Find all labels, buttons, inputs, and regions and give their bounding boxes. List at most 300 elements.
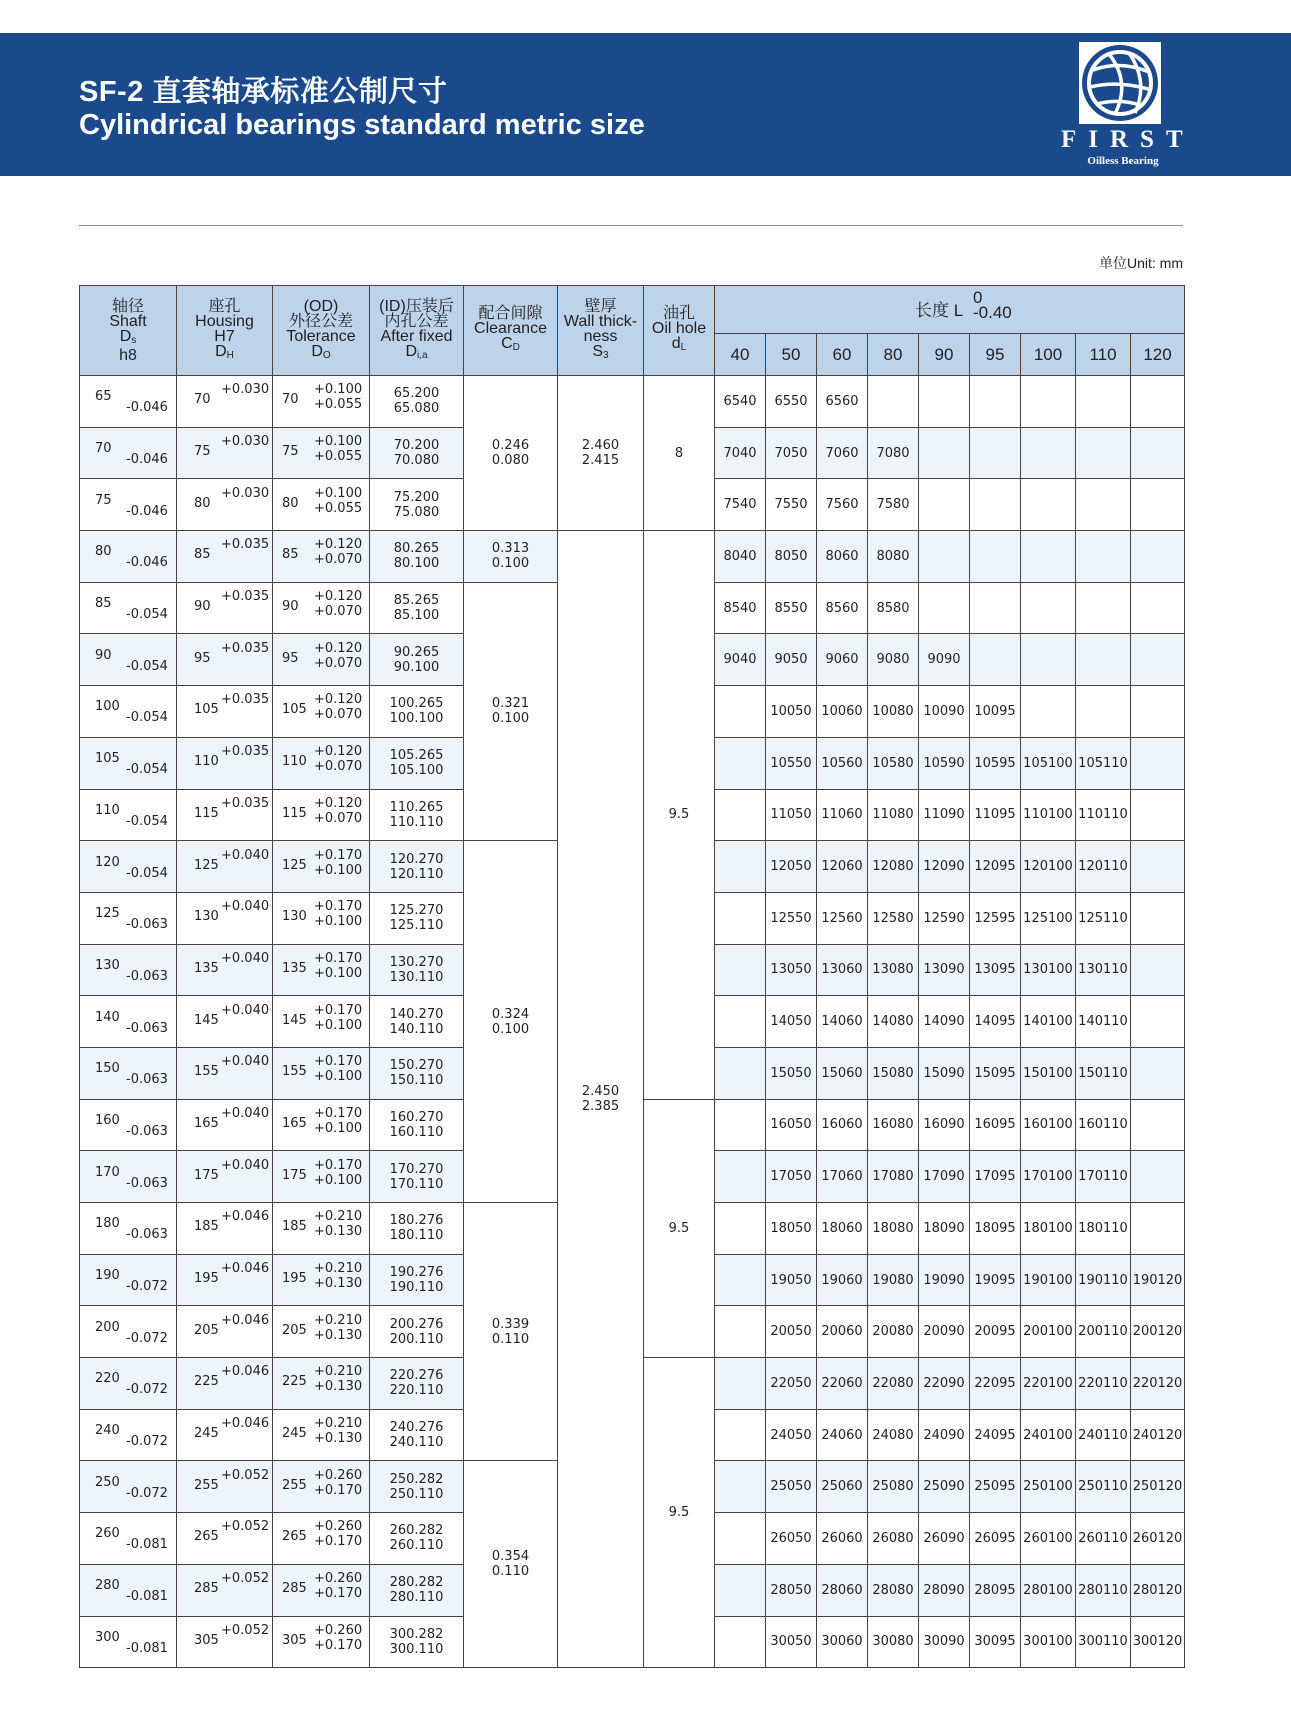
part-number-cell: 16050	[766, 1099, 817, 1151]
part-number-cell: 18095	[970, 1203, 1021, 1255]
shaft-cell: 70 -0.046	[80, 427, 177, 479]
part-number-cell: 11060	[817, 789, 868, 841]
part-number-cell	[1131, 841, 1185, 893]
od-tolerance-cell: 265 +0.260 +0.170	[273, 1513, 370, 1565]
part-number-cell: 26080	[868, 1513, 919, 1565]
part-number-cell: 30090	[919, 1616, 970, 1668]
divider	[79, 225, 1183, 226]
id-after-fixed-cell: 240.276 240.110	[370, 1409, 464, 1461]
part-number-cell: 300120	[1131, 1616, 1185, 1668]
part-number-cell: 14095	[970, 996, 1021, 1048]
part-number-cell: 26090	[919, 1513, 970, 1565]
od-tolerance-cell: 205 +0.210 +0.130	[273, 1306, 370, 1358]
shaft-cell: 150 -0.063	[80, 1047, 177, 1099]
clearance-cell: 0.246 0.080	[464, 376, 558, 531]
shaft-cell: 65 -0.046	[80, 376, 177, 428]
part-number-cell: 26060	[817, 1513, 868, 1565]
housing-cell: 265 +0.052	[177, 1513, 273, 1565]
part-number-cell: 8580	[868, 582, 919, 634]
part-number-cell: 12050	[766, 841, 817, 893]
id-after-fixed-cell: 105.265 105.100	[370, 737, 464, 789]
id-after-fixed-cell: 300.282 300.110	[370, 1616, 464, 1668]
oil-hole-cell: 9.5	[644, 1358, 715, 1668]
part-number-cell: 260110	[1076, 1513, 1131, 1565]
part-number-cell: 12550	[766, 892, 817, 944]
part-number-cell: 17060	[817, 1151, 868, 1203]
part-number-cell: 6540	[715, 376, 766, 428]
housing-cell: 135 +0.040	[177, 944, 273, 996]
part-number-cell	[919, 376, 970, 428]
part-number-cell: 17095	[970, 1151, 1021, 1203]
part-number-cell	[715, 1306, 766, 1358]
part-number-cell	[1131, 892, 1185, 944]
od-tolerance-cell: 195 +0.210 +0.130	[273, 1254, 370, 1306]
shaft-cell: 140 -0.063	[80, 996, 177, 1048]
part-number-cell	[715, 1047, 766, 1099]
part-number-cell: 11080	[868, 789, 919, 841]
part-number-cell	[1021, 686, 1076, 738]
part-number-cell: 180110	[1076, 1203, 1131, 1255]
od-tolerance-cell: 90 +0.120 +0.070	[273, 582, 370, 634]
part-number-cell	[868, 376, 919, 428]
part-number-cell: 8050	[766, 531, 817, 583]
part-number-cell: 8560	[817, 582, 868, 634]
od-tolerance-cell: 105 +0.120 +0.070	[273, 686, 370, 738]
header-clearance: 配合间隙 Clearance $C_D$	[464, 286, 558, 376]
clearance-cell: 0.339 0.110	[464, 1203, 558, 1461]
id-after-fixed-cell: 110.265 110.110	[370, 789, 464, 841]
part-number-cell: 160110	[1076, 1099, 1131, 1151]
part-number-cell: 24090	[919, 1409, 970, 1461]
part-number-cell: 220110	[1076, 1358, 1131, 1410]
brand-name: FIRST	[1061, 126, 1195, 153]
part-number-cell: 105110	[1076, 737, 1131, 789]
part-number-cell	[970, 376, 1021, 428]
part-number-cell: 17080	[868, 1151, 919, 1203]
part-number-cell: 130110	[1076, 944, 1131, 996]
part-number-cell	[919, 531, 970, 583]
od-tolerance-cell: 145 +0.170 +0.100	[273, 996, 370, 1048]
part-number-cell	[1131, 789, 1185, 841]
part-number-cell: 12580	[868, 892, 919, 944]
part-number-cell: 10590	[919, 737, 970, 789]
housing-cell: 175 +0.040	[177, 1151, 273, 1203]
part-number-cell: 28090	[919, 1564, 970, 1616]
shaft-cell: 90 -0.054	[80, 634, 177, 686]
part-number-cell: 7580	[868, 479, 919, 531]
part-number-cell: 15090	[919, 1047, 970, 1099]
part-number-cell: 10060	[817, 686, 868, 738]
id-after-fixed-cell: 75.200 75.080	[370, 479, 464, 531]
id-after-fixed-cell: 100.265 100.100	[370, 686, 464, 738]
part-number-cell: 24080	[868, 1409, 919, 1461]
part-number-cell: 140100	[1021, 996, 1076, 1048]
id-after-fixed-cell: 190.276 190.110	[370, 1254, 464, 1306]
shaft-cell: 190 -0.072	[80, 1254, 177, 1306]
part-number-cell	[1131, 634, 1185, 686]
part-number-cell: 260120	[1131, 1513, 1185, 1565]
part-number-cell: 250110	[1076, 1461, 1131, 1513]
part-number-cell: 260100	[1021, 1513, 1076, 1565]
part-number-cell: 30080	[868, 1616, 919, 1668]
part-number-cell: 20090	[919, 1306, 970, 1358]
globe-logo-icon	[1079, 42, 1161, 124]
part-number-cell: 240100	[1021, 1409, 1076, 1461]
part-number-cell: 14080	[868, 996, 919, 1048]
id-after-fixed-cell: 65.200 65.080	[370, 376, 464, 428]
part-number-cell: 20050	[766, 1306, 817, 1358]
housing-cell: 195 +0.046	[177, 1254, 273, 1306]
od-tolerance-cell: 165 +0.170 +0.100	[273, 1099, 370, 1151]
part-number-cell	[1076, 686, 1131, 738]
id-after-fixed-cell: 85.265 85.100	[370, 582, 464, 634]
part-number-cell: 10560	[817, 737, 868, 789]
part-number-cell: 10595	[970, 737, 1021, 789]
part-number-cell: 7050	[766, 427, 817, 479]
page-title-cn: SF-2 直套轴承标准公制尺寸	[79, 76, 448, 108]
housing-cell: 285 +0.052	[177, 1564, 273, 1616]
part-number-cell: 25080	[868, 1461, 919, 1513]
part-number-cell: 7550	[766, 479, 817, 531]
part-number-cell: 8080	[868, 531, 919, 583]
part-number-cell	[715, 1409, 766, 1461]
part-number-cell	[1131, 1047, 1185, 1099]
part-number-cell	[1131, 1099, 1185, 1151]
housing-cell: 115 +0.035	[177, 789, 273, 841]
shaft-cell: 75 -0.046	[80, 479, 177, 531]
part-number-cell: 200110	[1076, 1306, 1131, 1358]
wall-thickness-cell: 2.460 2.415	[558, 376, 644, 531]
od-tolerance-cell: 80 +0.100 +0.055	[273, 479, 370, 531]
part-number-cell: 13090	[919, 944, 970, 996]
part-number-cell: 10580	[868, 737, 919, 789]
part-number-cell	[1131, 686, 1185, 738]
part-number-cell	[1021, 582, 1076, 634]
clearance-cell: 0.313 0.100	[464, 531, 558, 583]
part-number-cell: 22095	[970, 1358, 1021, 1410]
part-number-cell: 13050	[766, 944, 817, 996]
part-number-cell: 8040	[715, 531, 766, 583]
id-after-fixed-cell: 200.276 200.110	[370, 1306, 464, 1358]
part-number-cell	[1131, 479, 1185, 531]
part-number-cell: 22050	[766, 1358, 817, 1410]
part-number-cell: 200100	[1021, 1306, 1076, 1358]
part-number-cell: 240110	[1076, 1409, 1131, 1461]
part-number-cell: 125110	[1076, 892, 1131, 944]
part-number-cell	[715, 1151, 766, 1203]
shaft-cell: 100 -0.054	[80, 686, 177, 738]
part-number-cell: 22080	[868, 1358, 919, 1410]
part-number-cell	[1021, 479, 1076, 531]
header-od-tolerance: (OD) 外径公差 Tolerance $D_O$	[273, 286, 370, 376]
part-number-cell: 12595	[970, 892, 1021, 944]
part-number-cell	[1076, 427, 1131, 479]
unit-label: 单位Unit: mm	[1099, 255, 1183, 271]
od-tolerance-cell: 255 +0.260 +0.170	[273, 1461, 370, 1513]
part-number-cell: 16080	[868, 1099, 919, 1151]
id-after-fixed-cell: 80.265 80.100	[370, 531, 464, 583]
part-number-cell: 15060	[817, 1047, 868, 1099]
part-number-cell: 8550	[766, 582, 817, 634]
part-number-cell: 9040	[715, 634, 766, 686]
part-number-cell	[1131, 996, 1185, 1048]
header-wall-thickness: 壁厚 Wall thick- ness $S_3$	[558, 286, 644, 376]
part-number-cell: 13095	[970, 944, 1021, 996]
housing-cell: 95 +0.035	[177, 634, 273, 686]
housing-cell: 90 +0.035	[177, 582, 273, 634]
od-tolerance-cell: 85 +0.120 +0.070	[273, 531, 370, 583]
length-column-header: 95	[970, 334, 1021, 376]
part-number-cell: 15095	[970, 1047, 1021, 1099]
shaft-cell: 120 -0.054	[80, 841, 177, 893]
clearance-cell: 0.354 0.110	[464, 1461, 558, 1668]
part-number-cell: 25060	[817, 1461, 868, 1513]
header-oil-hole: 油孔 Oil hole $d_L$	[644, 286, 715, 376]
id-after-fixed-cell: 150.270 150.110	[370, 1047, 464, 1099]
part-number-cell	[1131, 582, 1185, 634]
part-number-cell	[970, 479, 1021, 531]
part-number-cell: 13060	[817, 944, 868, 996]
housing-cell: 110 +0.035	[177, 737, 273, 789]
id-after-fixed-cell: 70.200 70.080	[370, 427, 464, 479]
part-number-cell: 150100	[1021, 1047, 1076, 1099]
part-number-cell	[715, 1513, 766, 1565]
part-number-cell: 12080	[868, 841, 919, 893]
housing-cell: 245 +0.046	[177, 1409, 273, 1461]
shaft-cell: 110 -0.054	[80, 789, 177, 841]
part-number-cell: 10050	[766, 686, 817, 738]
part-number-cell: 17050	[766, 1151, 817, 1203]
part-number-cell	[1131, 1203, 1185, 1255]
part-number-cell	[715, 789, 766, 841]
part-number-cell: 125100	[1021, 892, 1076, 944]
part-number-cell: 19080	[868, 1254, 919, 1306]
shaft-cell: 280 -0.081	[80, 1564, 177, 1616]
part-number-cell: 24060	[817, 1409, 868, 1461]
part-number-cell	[715, 841, 766, 893]
part-number-cell: 20080	[868, 1306, 919, 1358]
od-tolerance-cell: 130 +0.170 +0.100	[273, 892, 370, 944]
part-number-cell: 14060	[817, 996, 868, 1048]
part-number-cell	[1021, 634, 1076, 686]
part-number-cell	[919, 479, 970, 531]
part-number-cell: 26095	[970, 1513, 1021, 1565]
part-number-cell: 30095	[970, 1616, 1021, 1668]
part-number-cell: 14050	[766, 996, 817, 1048]
od-tolerance-cell: 225 +0.210 +0.130	[273, 1358, 370, 1410]
part-number-cell: 24095	[970, 1409, 1021, 1461]
header-shaft: 轴径 Shaft $D_s$ h8	[80, 286, 177, 376]
header-banner	[0, 33, 1291, 176]
page-title-en: Cylindrical bearings standard metric size	[79, 109, 645, 141]
part-number-cell: 6560	[817, 376, 868, 428]
part-number-cell: 18080	[868, 1203, 919, 1255]
part-number-cell: 15050	[766, 1047, 817, 1099]
part-number-cell: 150110	[1076, 1047, 1131, 1099]
part-number-cell	[1076, 531, 1131, 583]
housing-cell: 225 +0.046	[177, 1358, 273, 1410]
header-housing: 座孔 Housing H7 $D_H$	[177, 286, 273, 376]
part-number-cell: 11090	[919, 789, 970, 841]
part-number-cell: 28080	[868, 1564, 919, 1616]
part-number-cell	[1021, 376, 1076, 428]
part-number-cell: 14090	[919, 996, 970, 1048]
od-tolerance-cell: 75 +0.100 +0.055	[273, 427, 370, 479]
part-number-cell: 10090	[919, 686, 970, 738]
part-number-cell	[919, 582, 970, 634]
oil-hole-cell: 8	[644, 376, 715, 531]
housing-cell: 165 +0.040	[177, 1099, 273, 1151]
part-number-cell: 10095	[970, 686, 1021, 738]
part-number-cell: 130100	[1021, 944, 1076, 996]
part-number-cell	[1076, 479, 1131, 531]
part-number-cell: 26050	[766, 1513, 817, 1565]
header-length: 长度 L 0 -0.40	[715, 286, 1185, 334]
part-number-cell	[1131, 737, 1185, 789]
bearing-size-table	[79, 285, 1185, 1668]
part-number-cell: 140110	[1076, 996, 1131, 1048]
part-number-cell	[1076, 582, 1131, 634]
part-number-cell: 12060	[817, 841, 868, 893]
part-number-cell	[715, 944, 766, 996]
length-column-header: 100	[1021, 334, 1076, 376]
part-number-cell: 8060	[817, 531, 868, 583]
part-number-cell: 250100	[1021, 1461, 1076, 1513]
shaft-cell: 260 -0.081	[80, 1513, 177, 1565]
part-number-cell	[1076, 634, 1131, 686]
part-number-cell	[715, 1254, 766, 1306]
part-number-cell	[1131, 427, 1185, 479]
part-number-cell: 6550	[766, 376, 817, 428]
part-number-cell	[970, 427, 1021, 479]
part-number-cell: 22090	[919, 1358, 970, 1410]
part-number-cell: 20095	[970, 1306, 1021, 1358]
housing-cell: 155 +0.040	[177, 1047, 273, 1099]
housing-cell: 255 +0.052	[177, 1461, 273, 1513]
shaft-cell: 250 -0.072	[80, 1461, 177, 1513]
part-number-cell	[715, 1461, 766, 1513]
part-number-cell	[1131, 944, 1185, 996]
shaft-cell: 170 -0.063	[80, 1151, 177, 1203]
part-number-cell	[1131, 531, 1185, 583]
part-number-cell: 120110	[1076, 841, 1131, 893]
id-after-fixed-cell: 160.270 160.110	[370, 1099, 464, 1151]
id-after-fixed-cell: 120.270 120.110	[370, 841, 464, 893]
brand-tagline: Oilless Bearing	[1087, 155, 1159, 167]
part-number-cell: 200120	[1131, 1306, 1185, 1358]
part-number-cell: 8540	[715, 582, 766, 634]
housing-cell: 75 +0.030	[177, 427, 273, 479]
housing-cell: 185 +0.046	[177, 1203, 273, 1255]
shaft-cell: 200 -0.072	[80, 1306, 177, 1358]
part-number-cell: 170100	[1021, 1151, 1076, 1203]
brand-logo	[1058, 39, 1195, 169]
part-number-cell: 17090	[919, 1151, 970, 1203]
part-number-cell: 16090	[919, 1099, 970, 1151]
part-number-cell: 18090	[919, 1203, 970, 1255]
part-number-cell	[1021, 427, 1076, 479]
part-number-cell: 30060	[817, 1616, 868, 1668]
housing-cell: 145 +0.040	[177, 996, 273, 1048]
part-number-cell	[715, 1203, 766, 1255]
part-number-cell: 22060	[817, 1358, 868, 1410]
part-number-cell	[970, 634, 1021, 686]
od-tolerance-cell: 70 +0.100 +0.055	[273, 376, 370, 428]
part-number-cell: 7040	[715, 427, 766, 479]
part-number-cell: 190110	[1076, 1254, 1131, 1306]
part-number-cell: 280110	[1076, 1564, 1131, 1616]
part-number-cell: 190100	[1021, 1254, 1076, 1306]
id-after-fixed-cell: 220.276 220.110	[370, 1358, 464, 1410]
od-tolerance-cell: 110 +0.120 +0.070	[273, 737, 370, 789]
part-number-cell: 15080	[868, 1047, 919, 1099]
part-number-cell: 12560	[817, 892, 868, 944]
shaft-cell: 85 -0.054	[80, 582, 177, 634]
part-number-cell: 11050	[766, 789, 817, 841]
shaft-cell: 130 -0.063	[80, 944, 177, 996]
part-number-cell: 30050	[766, 1616, 817, 1668]
od-tolerance-cell: 155 +0.170 +0.100	[273, 1047, 370, 1099]
od-tolerance-cell: 115 +0.120 +0.070	[273, 789, 370, 841]
part-number-cell: 190120	[1131, 1254, 1185, 1306]
od-tolerance-cell: 305 +0.260 +0.170	[273, 1616, 370, 1668]
shaft-cell: 80 -0.046	[80, 531, 177, 583]
oil-hole-cell: 9.5	[644, 531, 715, 1100]
part-number-cell: 220120	[1131, 1358, 1185, 1410]
housing-cell: 125 +0.040	[177, 841, 273, 893]
housing-cell: 130 +0.040	[177, 892, 273, 944]
shaft-cell: 125 -0.063	[80, 892, 177, 944]
part-number-cell: 18050	[766, 1203, 817, 1255]
length-column-header: 110	[1076, 334, 1131, 376]
clearance-cell: 0.321 0.100	[464, 582, 558, 840]
part-number-cell: 7060	[817, 427, 868, 479]
part-number-cell: 280100	[1021, 1564, 1076, 1616]
length-column-header: 120	[1131, 334, 1185, 376]
part-number-cell: 9050	[766, 634, 817, 686]
part-number-cell: 7560	[817, 479, 868, 531]
part-number-cell: 7540	[715, 479, 766, 531]
od-tolerance-cell: 245 +0.210 +0.130	[273, 1409, 370, 1461]
part-number-cell	[1076, 376, 1131, 428]
part-number-cell	[715, 996, 766, 1048]
part-number-cell	[970, 531, 1021, 583]
part-number-cell: 9060	[817, 634, 868, 686]
part-number-cell	[715, 1564, 766, 1616]
part-number-cell: 19050	[766, 1254, 817, 1306]
housing-cell: 105 +0.035	[177, 686, 273, 738]
part-number-cell: 25095	[970, 1461, 1021, 1513]
shaft-cell: 240 -0.072	[80, 1409, 177, 1461]
clearance-cell: 0.324 0.100	[464, 841, 558, 1203]
id-after-fixed-cell: 180.276 180.110	[370, 1203, 464, 1255]
part-number-cell	[715, 1616, 766, 1668]
id-after-fixed-cell: 130.270 130.110	[370, 944, 464, 996]
part-number-cell: 9090	[919, 634, 970, 686]
id-after-fixed-cell: 170.270 170.110	[370, 1151, 464, 1203]
od-tolerance-cell: 125 +0.170 +0.100	[273, 841, 370, 893]
shaft-cell: 180 -0.063	[80, 1203, 177, 1255]
part-number-cell: 9080	[868, 634, 919, 686]
part-number-cell	[970, 582, 1021, 634]
part-number-cell: 28060	[817, 1564, 868, 1616]
part-number-cell: 12095	[970, 841, 1021, 893]
part-number-cell: 7080	[868, 427, 919, 479]
id-after-fixed-cell: 280.282 280.110	[370, 1564, 464, 1616]
part-number-cell: 120100	[1021, 841, 1076, 893]
part-number-cell: 16060	[817, 1099, 868, 1151]
id-after-fixed-cell: 140.270 140.110	[370, 996, 464, 1048]
